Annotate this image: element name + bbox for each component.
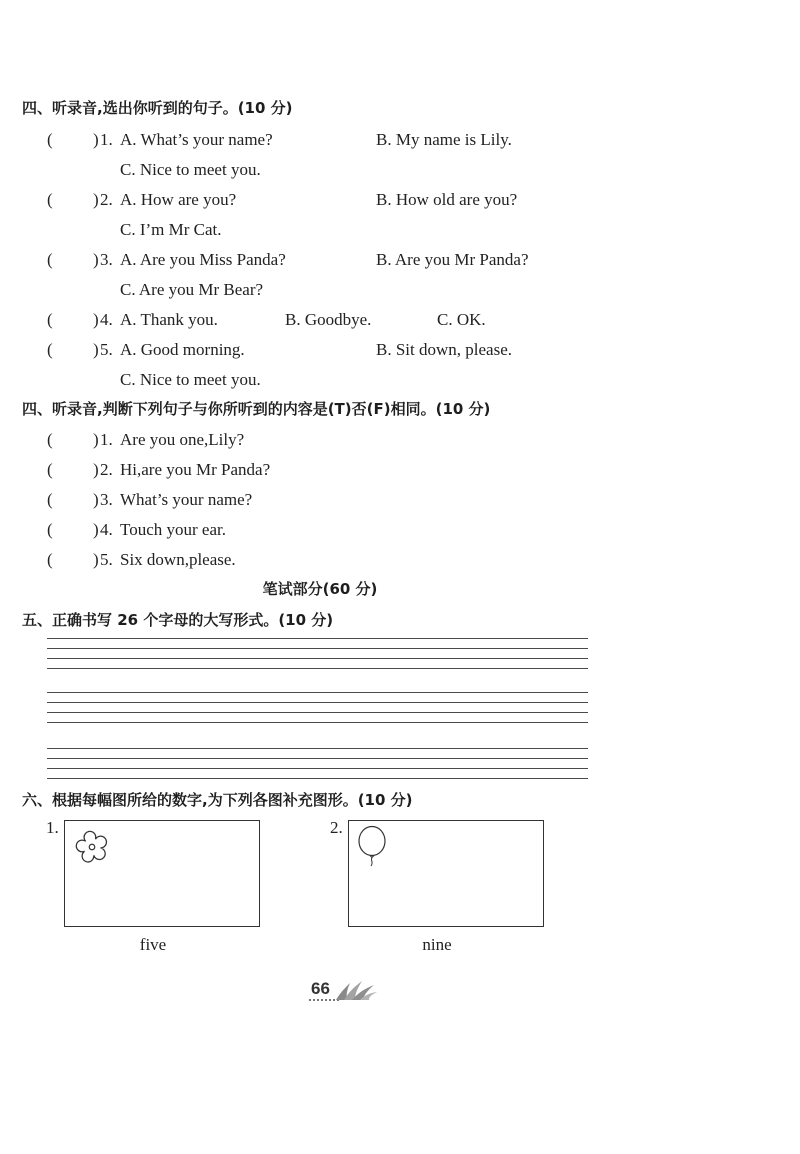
- open-bracket: (: [47, 460, 53, 479]
- grass-icon: [334, 979, 378, 1001]
- close-bracket: ): [93, 520, 99, 539]
- answer-blank[interactable]: [55, 519, 93, 541]
- picture-number: 2.: [330, 818, 343, 837]
- option-b: B. Sit down, please.: [376, 340, 512, 359]
- answer-blank[interactable]: [55, 339, 93, 361]
- flower-icon: [76, 831, 108, 863]
- item-sentence: Hi,are you Mr Panda?: [120, 460, 271, 479]
- writing-line: [47, 668, 588, 669]
- writing-line: [47, 692, 588, 693]
- open-bracket: (: [47, 520, 53, 539]
- item-number: 4.: [100, 520, 113, 539]
- open-bracket: (: [47, 190, 53, 209]
- open-bracket: (: [47, 430, 53, 449]
- writing-line: [47, 768, 588, 769]
- option-c: C. Nice to meet you.: [120, 160, 261, 179]
- close-bracket: ): [93, 340, 99, 359]
- question-number: 5.: [100, 340, 113, 359]
- item-sentence: Are you one,Lily?: [120, 430, 245, 449]
- question-number: 4.: [100, 310, 113, 329]
- option-a: A. Thank you.: [120, 310, 218, 329]
- question-number: 2.: [100, 190, 113, 209]
- open-bracket: (: [47, 310, 53, 329]
- question-number: 3.: [100, 250, 113, 269]
- answer-blank[interactable]: [55, 189, 93, 211]
- page-number: 66: [311, 979, 330, 998]
- item-number: 3.: [100, 490, 113, 509]
- option-b: B. My name is Lily.: [376, 130, 512, 149]
- open-bracket: (: [47, 550, 53, 569]
- section-heading-draw: 六、根据每幅图所给的数字,为下列各图补充图形。(10 分): [22, 791, 413, 809]
- answer-blank[interactable]: [55, 429, 93, 451]
- open-bracket: (: [47, 130, 53, 149]
- balloon-icon: [357, 826, 389, 870]
- item-number: 1.: [100, 430, 113, 449]
- close-bracket: ): [93, 430, 99, 449]
- written-part-title: 笔试部分(60 分): [262, 580, 378, 598]
- answer-blank[interactable]: [55, 549, 93, 571]
- option-b: B. Goodbye.: [285, 310, 372, 329]
- item-sentence: Six down,please.: [120, 550, 236, 569]
- item-number: 2.: [100, 460, 113, 479]
- option-a: A. Good morning.: [120, 340, 245, 359]
- writing-line: [47, 722, 588, 723]
- option-a: A. What’s your name?: [120, 130, 273, 149]
- close-bracket: ): [93, 310, 99, 329]
- open-bracket: (: [47, 490, 53, 509]
- writing-line: [47, 702, 588, 703]
- writing-line: [47, 748, 588, 749]
- writing-line: [47, 638, 588, 639]
- option-b: B. Are you Mr Panda?: [376, 250, 529, 269]
- option-c: C. Nice to meet you.: [120, 370, 261, 389]
- answer-blank[interactable]: [55, 129, 93, 151]
- close-bracket: ): [93, 130, 99, 149]
- close-bracket: ): [93, 550, 99, 569]
- answer-blank[interactable]: [55, 489, 93, 511]
- writing-line: [47, 658, 588, 659]
- item-number: 5.: [100, 550, 113, 569]
- option-c: C. Are you Mr Bear?: [120, 280, 264, 299]
- picture-word: nine: [422, 935, 452, 954]
- open-bracket: (: [47, 250, 53, 269]
- option-c: C. OK.: [437, 310, 486, 329]
- picture-number: 1.: [46, 818, 59, 837]
- close-bracket: ): [93, 190, 99, 209]
- answer-blank[interactable]: [55, 309, 93, 331]
- answer-blank[interactable]: [55, 459, 93, 481]
- section-heading-write-letters: 五、正确书写 26 个字母的大写形式。(10 分): [22, 611, 334, 629]
- open-bracket: (: [47, 340, 53, 359]
- option-a: A. Are you Miss Panda?: [120, 250, 286, 269]
- close-bracket: ): [93, 250, 99, 269]
- item-sentence: Touch your ear.: [120, 520, 226, 539]
- writing-line: [47, 712, 588, 713]
- writing-line: [47, 778, 588, 779]
- picture-word: five: [139, 935, 167, 954]
- section-heading-listen-judge: 四、听录音,判断下列句子与你所听到的内容是(T)否(F)相同。(10 分): [22, 400, 491, 418]
- close-bracket: ): [93, 490, 99, 509]
- writing-line: [47, 758, 588, 759]
- option-b: B. How old are you?: [376, 190, 518, 209]
- item-sentence: What’s your name?: [120, 490, 253, 509]
- answer-blank[interactable]: [55, 249, 93, 271]
- option-a: A. How are you?: [120, 190, 237, 209]
- option-c: C. I’m Mr Cat.: [120, 220, 222, 239]
- writing-line: [47, 648, 588, 649]
- question-number: 1.: [100, 130, 113, 149]
- section-heading-listen-choose: 四、听录音,选出你听到的句子。(10 分): [22, 99, 293, 117]
- close-bracket: ): [93, 460, 99, 479]
